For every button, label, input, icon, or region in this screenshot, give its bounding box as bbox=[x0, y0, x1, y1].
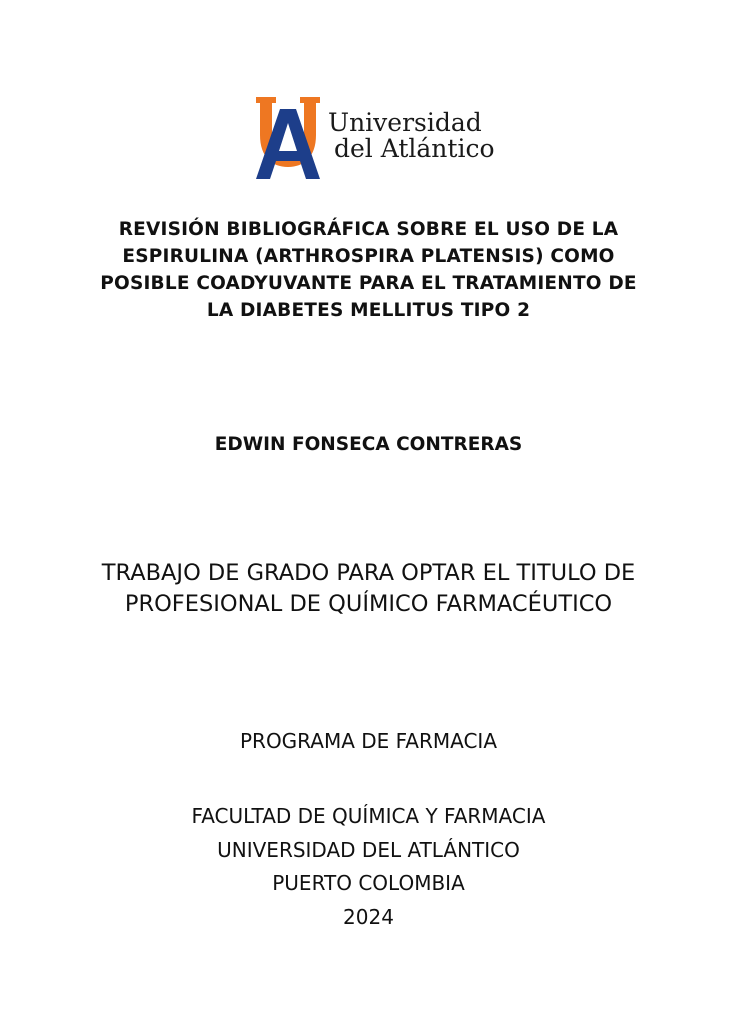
author-name: EDWIN FONSECA CONTRERAS bbox=[214, 434, 523, 455]
thesis-title bbox=[80, 216, 657, 324]
city-name: PUERTO COLOMBIA bbox=[272, 871, 465, 895]
degree-line: PROFESIONAL DE QUÍMICO FARMACÉUTICO bbox=[124, 591, 613, 617]
degree-statement bbox=[60, 558, 677, 620]
university-logo-mark bbox=[252, 95, 328, 183]
logo-line-2: del Atlántico bbox=[334, 134, 495, 163]
institution-block bbox=[80, 800, 657, 934]
thesis-title-line: ESPIRULINA (ARTHROSPIRA PLATENSIS) COMO bbox=[122, 246, 615, 267]
university-name: UNIVERSIDAD DEL ATLÁNTICO bbox=[217, 837, 520, 862]
thesis-title-line: REVISIÓN BIBLIOGRÁFICA SOBRE EL USO DE LA bbox=[118, 219, 619, 240]
program-name: PROGRAMA DE FARMACIA bbox=[239, 729, 498, 753]
year: 2024 bbox=[343, 904, 394, 929]
logo-line-1: Universidad bbox=[328, 108, 482, 137]
degree-line: TRABAJO DE GRADO PARA OPTAR EL TITULO DE bbox=[101, 560, 636, 586]
faculty-name: FACULTAD DE QUÍMICA Y FARMACIA bbox=[191, 804, 546, 828]
thesis-title-line: POSIBLE COADYUVANTE PARA EL TRATAMIENTO DE bbox=[100, 273, 637, 294]
university-logo bbox=[252, 95, 495, 185]
thesis-title-line: LA DIABETES MELLITUS TIPO 2 bbox=[206, 300, 531, 321]
university-logo-wordmark bbox=[328, 110, 495, 162]
